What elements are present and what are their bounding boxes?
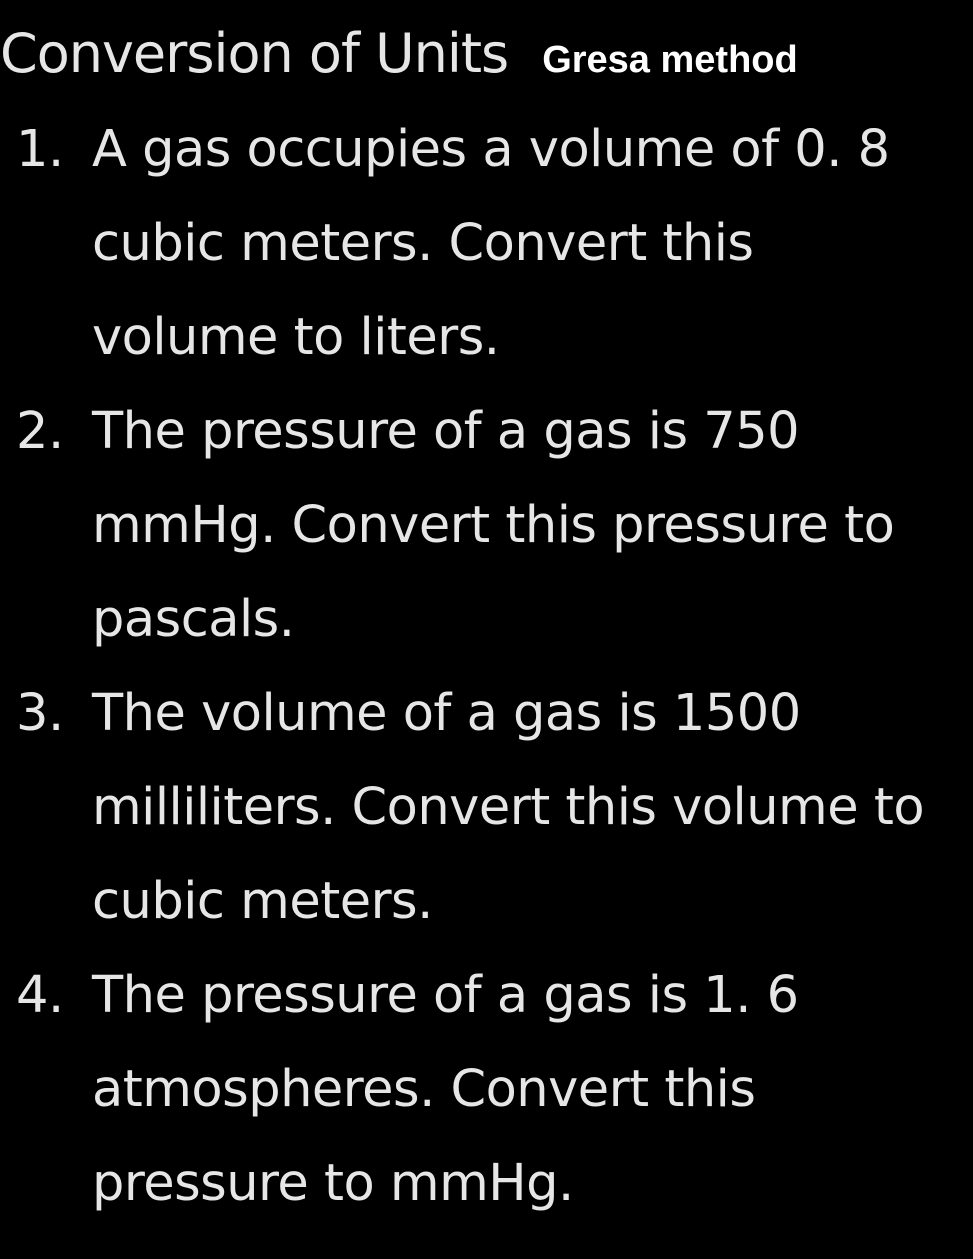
question-item [0,103,952,385]
question-line: The volume of a gas is 1500 [92,684,801,743]
question-number: 3. [16,684,64,743]
question-number: 2. [16,402,64,461]
question-line: volume to liters. [92,308,500,367]
question-line: The pressure of a gas is 1. 6 [92,966,799,1025]
question-number: 1. [16,120,64,179]
question-text [92,385,952,667]
question-text [92,949,952,1231]
question-line: mmHg. Convert this pressure to [92,496,895,555]
question-line: pascals. [92,590,295,649]
question-text [92,667,952,949]
page-title: Conversion of Units [0,22,509,85]
question-line: cubic meters. Convert this [92,214,754,273]
question-line: pressure to mmHg. [92,1154,574,1213]
question-number: 4. [16,966,64,1025]
handwritten-annotation: Gresa method [542,39,798,81]
question-line: atmospheres. Convert this [92,1060,756,1119]
page-header [0,22,798,92]
question-line: cubic meters. [92,872,433,931]
question-item [0,385,952,667]
question-line: The pressure of a gas is 750 [92,402,800,461]
question-line: A gas occupies a volume of 0. 8 [92,120,890,179]
question-item [0,667,952,949]
question-text [92,103,952,385]
question-line: milliliters. Convert this volume to [92,778,925,837]
question-list [0,103,973,1231]
question-item [0,949,952,1231]
